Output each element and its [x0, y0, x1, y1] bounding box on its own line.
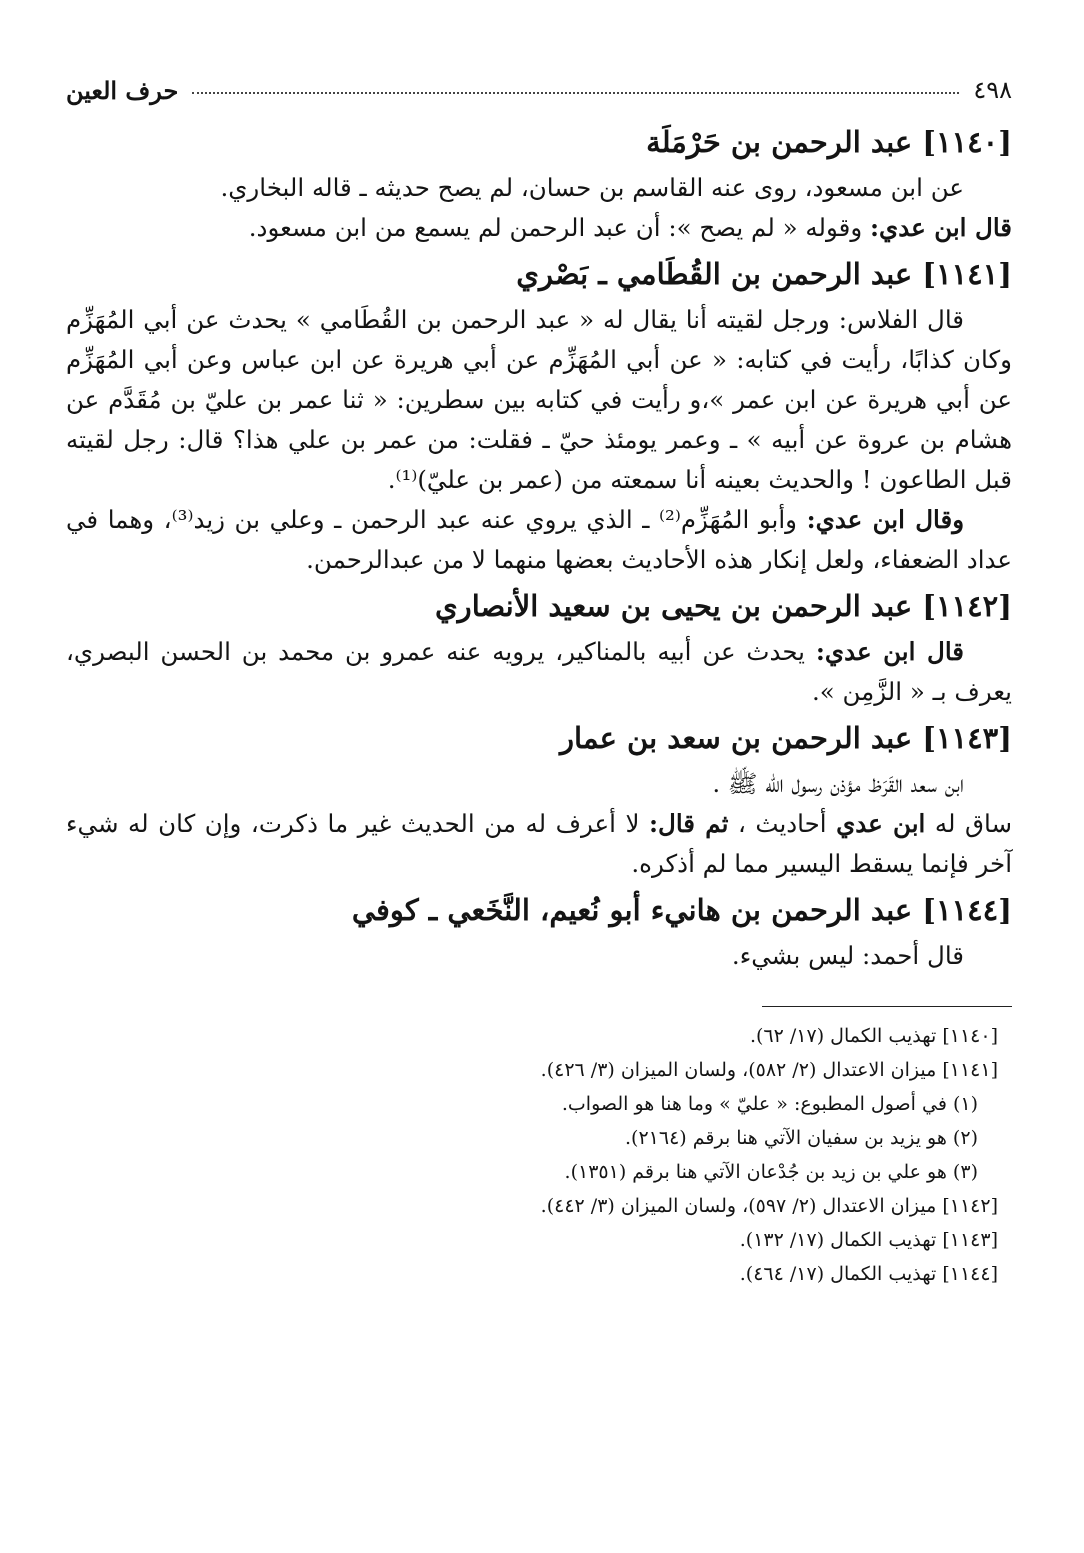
footnote: (٣) هو علي بن زيد بن جُدْعان الآتي هنا برقم (١٣٥١).: [564, 1161, 978, 1183]
text-fragment: أحاديث ،: [737, 809, 827, 838]
entry-title-1142: [١١٤٢] عبد الرحمن بن يحيى بن سعيد الأنصاري: [434, 589, 1012, 623]
footnote: [١١٤٣] تهذيب الكمال (١٧/ ١٣٢).: [739, 1229, 998, 1251]
text-fragment: ساق له: [934, 809, 1012, 838]
entry-text: قال الفلاس: ورجل لقيته أنا يقال له « عبد الرحمن بن القُطَامي » يحدث عن أبي المُهَزِّم وكان كذابًا، رأيت في كتابه: « عن أبي المُهَزِّم عن أبي هريرة عن ابن عباس وعن أبي المُهَزِّم عن أبي هريرة عن ابن عمر »،و رأيت في كتابه بين سطرين: « ثنا عمر بن عليّ بن مُقَدَّم عن هشام بن عروة عن أبيه » ـ وعمر يومئذ حيّ ـ فقلت: من عمر بن علي هذا؟ قال: رجل لقيته قبل الطاعون ! والحديث بعينه أنا سمعته من (عمر بن عليّ)⁽¹⁾.: [66, 305, 1012, 494]
text-fragment: لا أعرف له من الحديث غير ما ذكرت، وإن كان له شيء آخر فإنما يسقط اليسير مما لم أذكره.: [66, 809, 1012, 878]
quote-text: وأبو المُهَزِّم⁽²⁾ ـ الذي يروي عنه عبد الرحمن ـ وعلي بن زيد⁽³⁾، وهما في عداد الضعفاء، ولعل إنكار هذه الأحاديث بعضها منهما لا من عبدالرحمن.: [66, 505, 1012, 574]
entry-title-1140: [١١٤٠] عبد الرحمن بن حَرْمَلَة: [646, 125, 1012, 159]
author-label: قال ابن عدي:: [815, 637, 964, 666]
page-body: [66, 116, 1012, 976]
entry-text: ابن سعد القَرَظ مؤذن رسول الله ﷺ .: [712, 769, 964, 798]
header-dotted-rule: [192, 92, 959, 94]
entry-text: [66, 804, 1012, 884]
entry-text: قال أحمد: ليس بشيء.: [731, 941, 964, 970]
footnote: [١١٤٤] تهذيب الكمال (١٧/ ٤٦٤).: [739, 1263, 998, 1285]
entry-text: [66, 208, 1012, 248]
entry-text: عن ابن مسعود، روى عنه القاسم بن حسان، لم يصح حديثه ـ قاله البخاري.: [220, 173, 964, 202]
running-header: [66, 70, 1012, 110]
entry-title-1144: [١١٤٤] عبد الرحمن بن هانيء أبو نُعيم، النَّخَعي ـ كوفي: [351, 893, 1012, 927]
page-number: ٤٩٨: [973, 76, 1012, 104]
chapter-title: حرف العين: [66, 75, 179, 105]
author-label: ابن عدي: [836, 809, 926, 838]
quote-text: يحدث عن أبيه بالمناكير، يرويه عنه عمرو بن محمد بن الحسن البصري، يعرف بـ « الزَّمِن ».: [66, 637, 1012, 706]
author-label: قال ابن عدي:: [869, 213, 1012, 242]
entry-title-1141: [١١٤١] عبد الرحمن بن القُطَامي ـ بَصْري: [516, 257, 1012, 291]
author-label: ثم قال:: [649, 809, 729, 838]
footnotes: [66, 1019, 1012, 1291]
entry-title-1143: [١١٤٣] عبد الرحمن بن سعد بن عمار: [560, 721, 1012, 755]
footnote: (١) في أصول المطبوع: « عليّ » وما هنا هو الصواب.: [561, 1093, 978, 1115]
quote-text: وقوله « لم يصح »: أن عبد الرحمن لم يسمع من ابن مسعود.: [248, 213, 863, 242]
footnote: [١١٤٠] تهذيب الكمال (١٧/ ٦٢).: [749, 1025, 998, 1047]
footnote: [١١٤١] ميزان الاعتدال (٢/ ٥٨٢)، ولسان الميزان (٣/ ٤٢٦).: [540, 1059, 998, 1081]
footnote: [١١٤٢] ميزان الاعتدال (٢/ ٥٩٧)، ولسان الميزان (٣/ ٤٤٢).: [540, 1195, 998, 1217]
entry-text: [66, 500, 1012, 580]
footnote-separator: [762, 1006, 1012, 1007]
entry-text: [66, 632, 1012, 712]
author-label: وقال ابن عدي:: [806, 505, 965, 534]
footnote: (٢) هو يزيد بن سفيان الآتي هنا برقم (٢١٦٤).: [625, 1127, 978, 1149]
